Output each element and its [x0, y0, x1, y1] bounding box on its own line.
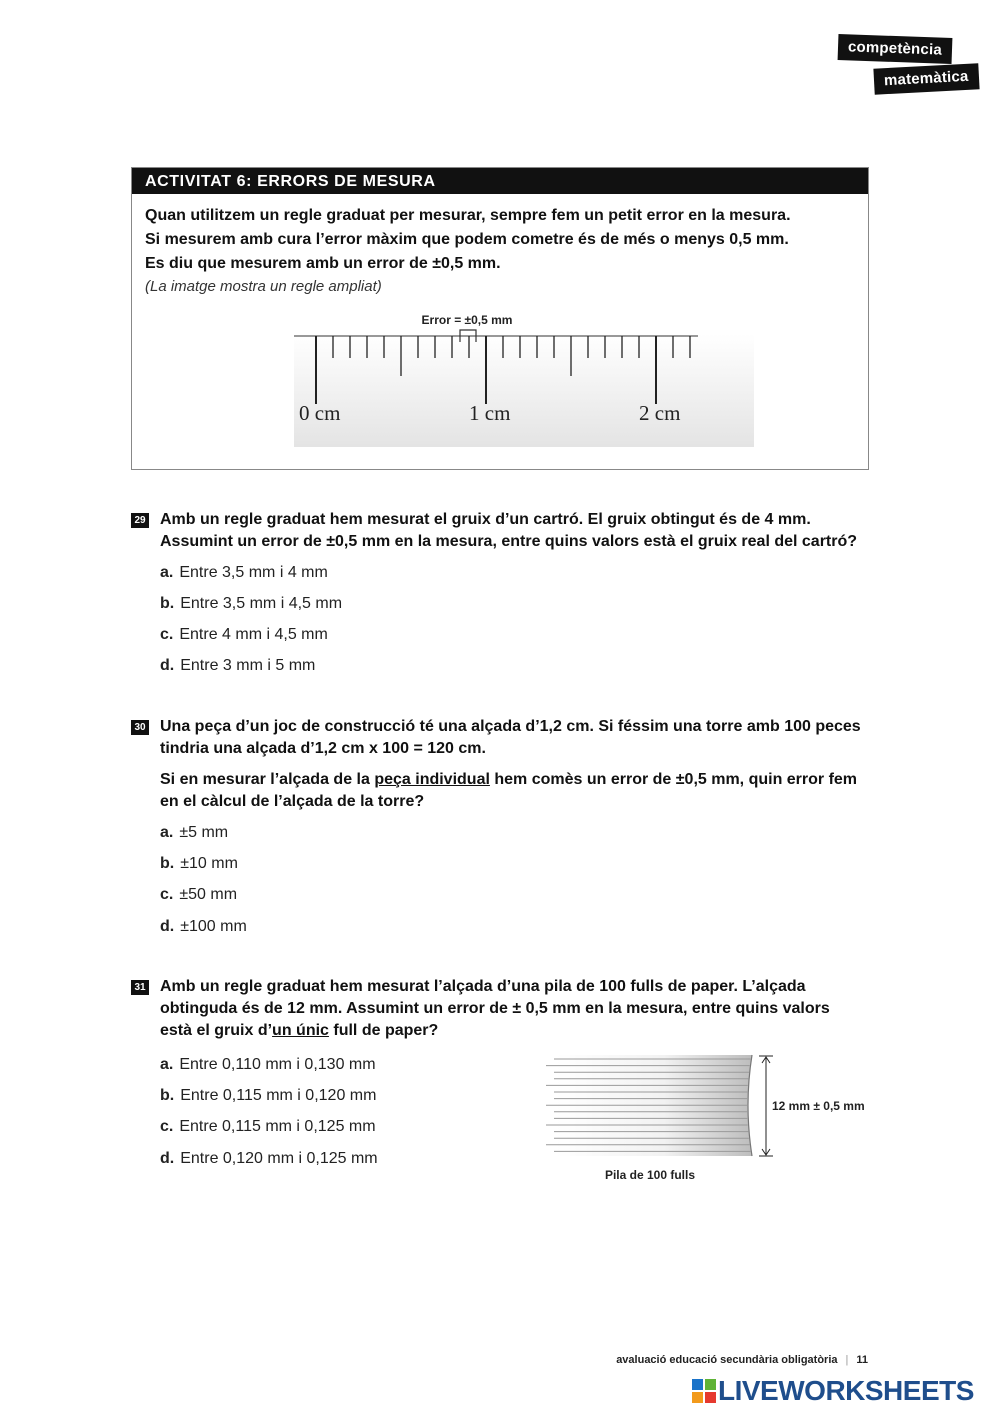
q30-line-3-pre: Si en mesurar l’alçada de la — [160, 771, 375, 788]
option-text: ±5 mm — [179, 824, 229, 841]
question-31-text — [160, 976, 870, 1042]
footer-text: avaluació educació secundària obligatòria — [616, 1354, 838, 1366]
footer-separator: | — [845, 1354, 849, 1366]
option-label: b. — [160, 855, 175, 872]
q30-option-c[interactable] — [160, 886, 237, 904]
option-text: Entre 0,115 mm i 0,125 mm — [179, 1118, 376, 1135]
q29-line-2: Assumint un error de ±0,5 mm en la mesura, entre quins valors està el gruix real del cartró? — [160, 533, 858, 550]
q31-option-b[interactable] — [160, 1087, 376, 1105]
option-label: a. — [160, 1056, 174, 1073]
q30-line-3-post: hem comès un error de ±0,5 mm, quin error fem — [489, 771, 858, 788]
q30-line-2: tindria una alçada d’1,2 cm x 100 = 120 cm. — [160, 740, 486, 757]
activity-note: (La imatge mostra un regle ampliat) — [145, 278, 382, 295]
option-text: ±10 mm — [180, 855, 238, 872]
option-label: d. — [160, 657, 175, 674]
activity-line-1: Quan utilitzem un regle graduat per mesurar, sempre fem un petit error en la mesura. — [145, 207, 791, 224]
q30-option-d[interactable] — [160, 918, 247, 936]
question-number-29: 29 — [131, 513, 149, 528]
option-text: Entre 3,5 mm i 4 mm — [179, 564, 328, 581]
option-text: Entre 0,115 mm i 0,120 mm — [180, 1087, 377, 1104]
option-text: Entre 0,120 mm i 0,125 mm — [180, 1150, 378, 1167]
page-number: 11 — [856, 1354, 868, 1366]
question-29-text — [160, 509, 870, 553]
liveworksheets-text: LIVEWORKSHEETS — [718, 1375, 974, 1406]
q31-line-2: obtinguda és de 12 mm. Assumint un error de ± 0,5 mm en la mesura, entre quins valors — [160, 1000, 830, 1017]
paper-stack-figure — [540, 1050, 875, 1190]
q31-line-1: Amb un regle graduat hem mesurat l’alçada d’una pila de 100 fulls de paper. L’alçada — [160, 978, 806, 995]
option-label: d. — [160, 1150, 175, 1167]
option-label: a. — [160, 564, 174, 581]
option-label: c. — [160, 1118, 174, 1135]
ruler-label-1cm: 1 cm — [469, 401, 511, 425]
liveworksheets-watermark — [692, 1377, 992, 1405]
q30-option-b[interactable] — [160, 855, 238, 873]
q31-option-a[interactable] — [160, 1056, 376, 1074]
activity-line-2: Si mesurem amb cura l’error màxim que podem cometre és de més o menys 0,5 mm. — [145, 231, 789, 248]
page-footer — [0, 1354, 868, 1366]
q29-option-d[interactable] — [160, 657, 315, 675]
option-text: Entre 4 mm i 4,5 mm — [179, 626, 328, 643]
option-label: c. — [160, 886, 174, 903]
activity-header: ACTIVITAT 6: ERRORS DE MESURA — [132, 168, 868, 194]
q31-underlined: un únic — [272, 1022, 329, 1039]
ruler-error-label: Error = ±0,5 mm — [421, 313, 513, 327]
option-text: ±50 mm — [179, 886, 238, 903]
activity-intro — [145, 204, 860, 276]
option-label: b. — [160, 1087, 175, 1104]
option-label: d. — [160, 918, 175, 935]
q31-option-c[interactable] — [160, 1118, 376, 1136]
q31-line-3-post: full de paper? — [328, 1022, 439, 1039]
q30-underlined: peça individual — [374, 771, 490, 788]
q30-option-a[interactable] — [160, 824, 228, 842]
question-30-text — [160, 716, 870, 813]
q31-option-d[interactable] — [160, 1150, 378, 1168]
activity-line-3: Es diu que mesurem amb un error de ±0,5 mm. — [145, 255, 501, 272]
q29-line-1: Amb un regle graduat hem mesurat el gruix d’un cartró. El gruix obtingut és de 4 mm. — [160, 511, 811, 528]
q29-option-c[interactable] — [160, 626, 328, 644]
matematica-badge: matemàtica — [873, 63, 979, 94]
stack-caption: Pila de 100 fulls — [604, 1168, 696, 1182]
ruler-label-2cm: 2 cm — [639, 401, 681, 425]
option-text: Entre 3 mm i 5 mm — [180, 657, 316, 674]
option-text: Entre 3,5 mm i 4,5 mm — [180, 595, 343, 612]
q31-line-3 — [160, 1020, 870, 1042]
question-number-30: 30 — [131, 720, 149, 735]
option-text: ±100 mm — [180, 918, 247, 935]
ruler-label-0cm: 0 cm — [299, 401, 341, 425]
option-text: Entre 0,110 mm i 0,130 mm — [179, 1056, 376, 1073]
option-label: b. — [160, 595, 175, 612]
option-label: a. — [160, 824, 174, 841]
q30-line-1: Una peça d’un joc de construcció té una alçada d’1,2 cm. Si féssim una torre amb 100 peces — [160, 718, 861, 735]
stack-dimension-label: 12 mm ± 0,5 mm — [772, 1099, 865, 1113]
q29-option-b[interactable] — [160, 595, 342, 613]
activity-box — [131, 167, 869, 470]
liveworksheets-logo-icon — [692, 1379, 716, 1403]
ruler-illustration — [294, 306, 754, 448]
q30-line-3 — [160, 769, 870, 791]
option-label: c. — [160, 626, 174, 643]
q29-option-a[interactable] — [160, 564, 328, 582]
q30-line-4: en el càlcul de l’alçada de la torre? — [160, 793, 425, 810]
q31-line-3-pre: està el gruix d’ — [160, 1022, 273, 1039]
question-number-31: 31 — [131, 980, 149, 995]
competencia-badge: competència — [838, 34, 953, 64]
ruler-body — [294, 334, 754, 447]
